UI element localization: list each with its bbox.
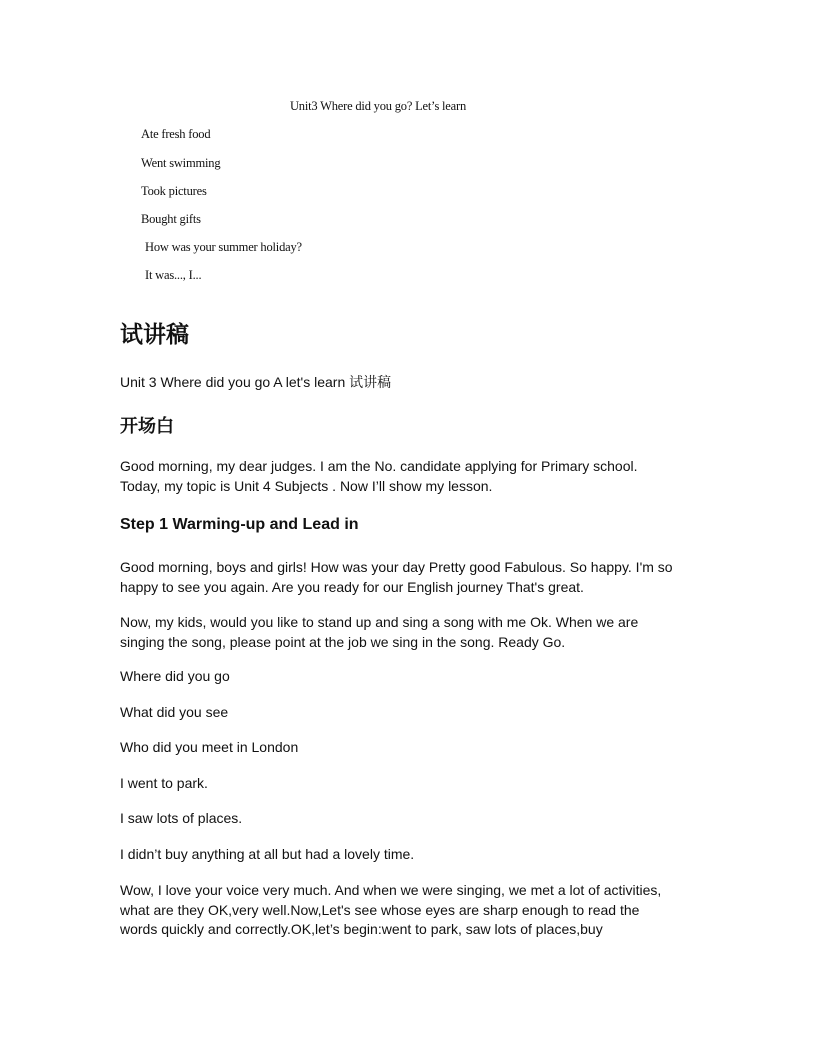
song-line: I didn’t buy anything at all but had a lovely time.	[120, 846, 415, 862]
opening-paragraph	[120, 457, 705, 496]
script-subtitle: Unit 3 Where did you go A let's learn 试讲稿	[120, 374, 392, 390]
paragraph-line: what are they OK,very well.Now,Let's see whose eyes are sharp enough to read the	[120, 901, 640, 918]
answer-pattern: It was..., I...	[145, 268, 202, 282]
step1-heading: Step 1 Warming-up and Lead in	[120, 516, 359, 533]
phrase-went-swimming: Went swimming	[141, 156, 221, 170]
song-line: Where did you go	[120, 668, 230, 684]
song-intro-paragraph	[120, 613, 705, 652]
greeting-paragraph	[120, 558, 705, 597]
lesson-title: Unit3 Where did you go? Let’s learn	[289, 99, 467, 113]
song-line: I went to park.	[120, 775, 208, 791]
phrase-took-pictures: Took pictures	[141, 184, 207, 198]
paragraph-line: Good morning, boys and girls! How was your day Pretty good Fabulous. So happy. I'm so	[120, 559, 673, 575]
question-summer-holiday: How was your summer holiday?	[145, 240, 302, 254]
paragraph-line: Now, my kids, would you like to stand up and sing a song with me Ok. When we are	[120, 614, 639, 630]
paragraph-line: Wow, I love your voice very much. And when we were singing, we met a lot of activities,	[120, 882, 662, 898]
paragraph-line: Today, my topic is Unit 4 Subjects . Now I’ll show my lesson.	[120, 477, 493, 494]
paragraph-line: Good morning, my dear judges. I am the No. candidate applying for Primary school.	[120, 458, 638, 474]
paragraph-line: words quickly and correctly.OK,let’s begin:went to park, saw lots of places,buy	[120, 921, 603, 937]
phrase-bought-gifts: Bought gifts	[141, 212, 201, 226]
phrase-ate-fresh-food: Ate fresh food	[141, 127, 211, 141]
song-line: What did you see	[120, 704, 229, 720]
paragraph-line: happy to see you again. Are you ready for our English journey That's great.	[120, 578, 584, 595]
song-line: Who did you meet in London	[120, 739, 299, 755]
song-line: I saw lots of places.	[120, 810, 243, 826]
opening-heading: 开场白	[120, 416, 174, 437]
paragraph-line: singing the song, please point at the job we sing in the song. Ready Go.	[120, 633, 566, 650]
activity-paragraph	[120, 881, 705, 940]
main-heading: 试讲稿	[120, 322, 189, 348]
